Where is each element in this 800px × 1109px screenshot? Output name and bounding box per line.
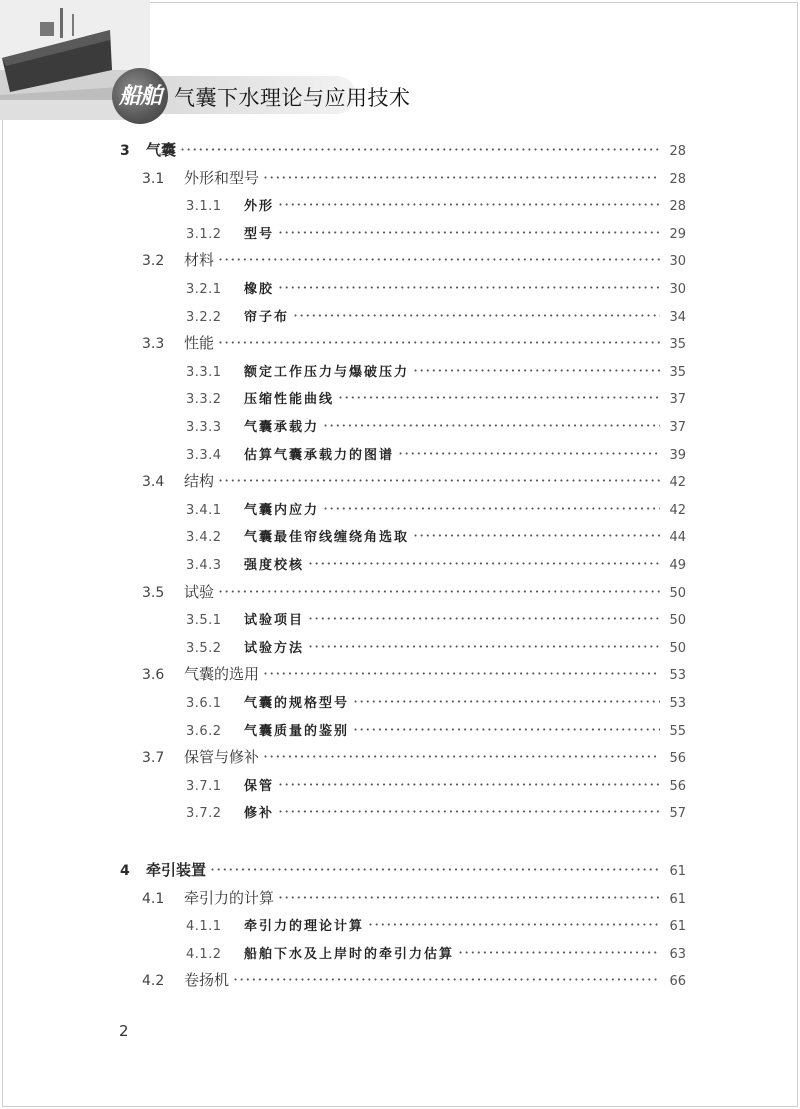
toc-entry-3-6-1[interactable] (186, 690, 686, 714)
toc-title: 保管 (244, 778, 275, 794)
toc-title: 气囊的选用 (184, 665, 260, 684)
toc-dot-leader (278, 800, 660, 824)
toc-dot-leader (263, 166, 660, 190)
toc-dot-leader (278, 276, 660, 300)
toc-dot-leader (278, 886, 660, 910)
toc-dot-leader (398, 442, 660, 466)
toc-page-number: 50 (669, 613, 686, 629)
toc-dot-leader (218, 248, 660, 272)
toc-page-number: 29 (669, 226, 686, 242)
toc-page-number: 35 (669, 364, 686, 380)
toc-dot-leader (263, 745, 660, 769)
toc-page-number: 61 (669, 919, 686, 935)
toc-title: 气囊 (146, 141, 177, 159)
toc-entry-4-1-1[interactable] (186, 913, 686, 937)
toc-page-number: 53 (669, 668, 686, 684)
toc-entry-3-3-3[interactable] (186, 414, 686, 438)
toc-title: 估算气囊承载力的图谱 (244, 447, 395, 463)
toc-page-number: 35 (669, 337, 686, 353)
toc-page-number: 37 (669, 392, 686, 408)
toc-entry-4-1[interactable] (142, 886, 686, 910)
toc-title: 帘子布 (244, 309, 290, 325)
toc-dot-leader (210, 858, 660, 882)
toc-dot-leader (368, 913, 660, 937)
toc-entry-3-2-1[interactable] (186, 276, 686, 300)
toc-page-number: 66 (669, 974, 686, 990)
toc-dot-leader (218, 469, 660, 493)
page-number: 2 (119, 1022, 129, 1040)
toc-entry-3-4-2[interactable] (186, 524, 686, 548)
toc-entry-4-2[interactable] (142, 968, 686, 992)
toc-dot-leader (308, 552, 660, 576)
toc-number: 3.1 (142, 170, 165, 187)
toc-title: 牵引力的理论计算 (244, 919, 365, 935)
toc-dot-leader (323, 497, 660, 521)
toc-entry-3-1[interactable] (142, 166, 686, 190)
toc-entry-3-4[interactable] (142, 469, 686, 493)
toc-dot-leader (180, 138, 660, 162)
toc-entry-3-4-3[interactable] (186, 552, 686, 576)
toc-page-number: 56 (669, 778, 686, 794)
toc-dot-leader (413, 359, 660, 383)
toc-entry-3-2-2[interactable] (186, 304, 686, 328)
toc-dot-leader (353, 718, 660, 742)
toc-entry-3-1-2[interactable] (186, 221, 686, 245)
toc-title: 卷扬机 (184, 971, 230, 990)
toc-number: 3.6.2 (186, 723, 222, 739)
toc-entry-3-6-2[interactable] (186, 718, 686, 742)
toc-number: 4.1.1 (186, 919, 222, 935)
toc-page-number: 53 (669, 696, 686, 711)
toc-number: 4.1 (142, 890, 165, 907)
toc-title: 试验项目 (244, 613, 305, 629)
toc-title: 额定工作压力与爆破压力 (244, 364, 410, 380)
toc-entry-4-1-2[interactable] (186, 941, 686, 965)
toc-number: 3.2.1 (186, 282, 222, 297)
toc-page-number: 30 (669, 254, 686, 270)
toc-title: 牵引力的计算 (184, 888, 275, 907)
toc-page-number: 37 (669, 420, 686, 435)
toc-entry-3-3-2[interactable] (186, 386, 686, 410)
toc-dot-leader (323, 414, 660, 438)
toc-entry-3-2[interactable] (142, 248, 686, 272)
toc-title: 气囊承载力 (244, 420, 320, 435)
page-header (0, 0, 800, 130)
toc-number: 4.2 (142, 973, 165, 990)
toc-dot-leader (278, 193, 660, 217)
toc-number: 3.1.1 (186, 199, 222, 215)
toc-entry-4[interactable] (120, 858, 686, 882)
toc-title: 性能 (184, 334, 215, 353)
toc-page-number: 63 (669, 946, 686, 962)
toc-entry-3-7[interactable] (142, 745, 686, 769)
toc-entry-3-3-1[interactable] (186, 359, 686, 383)
toc-title: 压缩性能曲线 (244, 392, 335, 408)
toc-entry-3-4-1[interactable] (186, 497, 686, 521)
toc-page-number: 28 (669, 199, 686, 215)
toc-number: 3.4.3 (186, 558, 222, 573)
toc-page-number: 42 (669, 475, 686, 491)
toc-dot-leader (233, 968, 660, 992)
header-badge: 船舶 (112, 68, 168, 124)
toc-dot-leader (278, 221, 660, 245)
toc-number: 3.3.4 (186, 447, 222, 463)
toc-title: 橡胶 (244, 282, 275, 297)
toc-entry-3-7-2[interactable] (186, 800, 686, 824)
toc-entry-3-7-1[interactable] (186, 773, 686, 797)
toc-page-number: 61 (669, 864, 686, 879)
toc-number: 3.5 (142, 584, 165, 601)
toc-number: 3.6.1 (186, 696, 222, 711)
toc-number: 3.2.2 (186, 309, 222, 325)
toc-number: 3.6 (142, 667, 165, 684)
toc-number: 3.3 (142, 336, 165, 353)
toc-title: 试验方法 (244, 640, 305, 656)
toc-title: 保管与修补 (184, 748, 260, 767)
toc-number: 4 (120, 863, 130, 879)
toc-dot-leader (278, 773, 660, 797)
toc-dot-leader (308, 607, 660, 631)
toc-number: 3.1.2 (186, 226, 222, 242)
toc-page-number: 50 (669, 585, 686, 601)
toc-number: 3.5.2 (186, 640, 222, 656)
toc-entry-3-3-4[interactable] (186, 442, 686, 466)
toc-page-number: 56 (669, 751, 686, 767)
toc-entry-3-5-1[interactable] (186, 607, 686, 631)
toc-title: 修补 (244, 806, 275, 822)
toc-dot-leader (458, 941, 660, 965)
toc-dot-leader (218, 580, 660, 604)
toc-page-number: 57 (669, 806, 686, 822)
toc-title: 型号 (244, 226, 275, 242)
toc-page-number: 30 (669, 282, 686, 297)
toc-title: 气囊的规格型号 (244, 696, 350, 711)
toc-title: 外形 (244, 199, 275, 215)
toc-title: 外形和型号 (184, 168, 260, 187)
toc-title: 气囊最佳帘线缠绕角选取 (244, 530, 410, 546)
toc-number: 3.4.2 (186, 530, 222, 546)
toc-dot-leader (218, 331, 660, 355)
toc-number: 3 (120, 143, 130, 159)
toc-title: 试验 (184, 582, 215, 601)
toc-title: 气囊质量的鉴别 (244, 723, 350, 739)
toc-entry-3-5[interactable] (142, 580, 686, 604)
toc-entry-3-1-1[interactable] (186, 193, 686, 217)
toc-page-number: 55 (669, 723, 686, 739)
toc-page-number: 49 (669, 558, 686, 573)
toc-number: 3.7.1 (186, 778, 222, 794)
toc-number: 3.3.1 (186, 364, 222, 380)
toc-page-number: 28 (669, 171, 686, 187)
toc-number: 3.7.2 (186, 806, 222, 822)
toc-dot-leader (413, 524, 660, 548)
toc-dot-leader (338, 386, 660, 410)
toc-page-number: 44 (669, 530, 686, 546)
toc-page-number: 39 (669, 447, 686, 463)
toc-entry-3-6[interactable] (142, 662, 686, 686)
toc-title: 强度校核 (244, 558, 305, 573)
toc-title: 结构 (184, 472, 215, 491)
toc-title: 船舶下水及上岸时的牵引力估算 (244, 946, 455, 962)
toc-title: 材料 (184, 251, 215, 270)
toc-number: 3.2 (142, 253, 165, 270)
toc-dot-leader (308, 635, 660, 659)
toc-number: 3.3.2 (186, 392, 222, 408)
toc-number: 3.3.3 (186, 420, 222, 435)
toc-dot-leader (263, 662, 660, 686)
toc-entry-3[interactable] (120, 138, 686, 162)
book-title: 气囊下水理论与应用技术 (174, 86, 411, 110)
toc-number: 3.4.1 (186, 502, 222, 518)
toc-entry-3-5-2[interactable] (186, 635, 686, 659)
toc-title: 牵引装置 (146, 861, 207, 879)
toc-dot-leader (293, 304, 660, 328)
toc-number: 3.7 (142, 750, 165, 767)
toc-page-number: 42 (669, 502, 686, 518)
toc-page-number: 28 (669, 144, 686, 159)
toc-dot-leader (353, 690, 660, 714)
toc-page-number: 61 (669, 891, 686, 907)
toc-entry-3-3[interactable] (142, 331, 686, 355)
toc-page-number: 34 (669, 309, 686, 325)
toc-page-number: 50 (669, 640, 686, 656)
toc-title: 气囊内应力 (244, 502, 320, 518)
toc-number: 4.1.2 (186, 946, 222, 962)
toc-number: 3.4 (142, 474, 165, 491)
toc-number: 3.5.1 (186, 613, 222, 629)
